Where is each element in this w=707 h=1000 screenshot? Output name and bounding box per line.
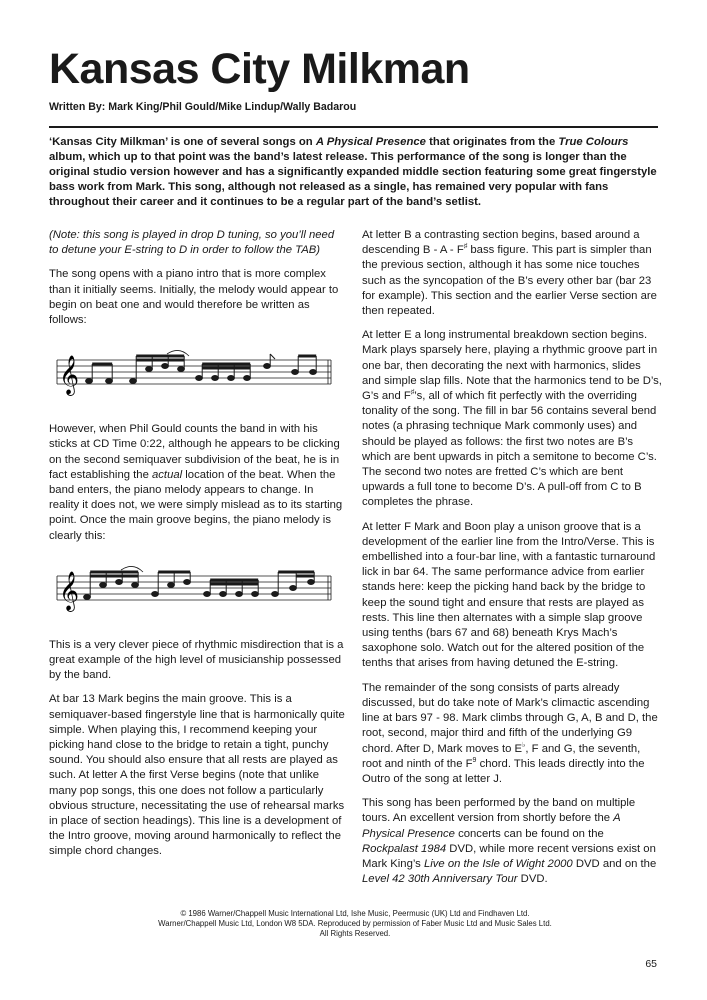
- paragraph: This is a very clever piece of rhythmic misdirection that is a great example of the high level of musicianship possessed by the band.: [49, 638, 344, 682]
- left-column: [49, 228, 345, 869]
- paragraph: This song has been performed by the band on multiple tours. An excellent version from shortly before the A Physical Presence concerts can be found on the Rockpalast 1984 DVD, while more recent versions exist on Mark King’s Live on the Isle of Wight 2000 DVD and on the Level 42 30th Anniversary Tour DVD.: [362, 797, 657, 886]
- writers-credit: Written By: Mark King/Phil Gould/Mike Lindup/Wally Badarou: [49, 101, 357, 113]
- paragraph: At letter B a contrasting section begins, based around a descending B - A - F♯ bass figure. This part is simpler than the previous section, although it has some nice touches such as the syncopation of the B’s every other bar (bar 23 for example). This section and the earlier Verse section are then repeated.: [362, 229, 657, 318]
- treble-clef-icon: 𝄞: [59, 570, 80, 611]
- paragraph: At bar 13 Mark begins the main groove. This is a semiquaver-based fingerstyle line that is harmonically quite simple. When playing this, I recommend keeping your picking hand close to the bridge to retain a tight, punchy sound. You should also ensure that all rests are played as such. At letter A the first Verse begins (note that unlike many pop songs, this one does not follow a particularly obvious structure, necessitating the use of rehearsal marks in place of section headings). This line is a development of the Intro groove, moving around harmonically to reflect the simple chord changes.: [49, 693, 345, 858]
- tuning-note: (Note: this song is played in drop D tuning, so you’ll need to detune your E-string to D in order to follow the TAB): [49, 229, 335, 257]
- intro-paragraph: ‘Kansas City Milkman’ is one of several songs on A Physical Presence that originates from the True Colours album, which up to that point was the band’s latest release. This performance of the song is longer than the original studio version however and has a significantly expanded middle section featuring some great fingerstyle bass work from Mark. This song, although not released as a single, has remained very popular with fans throughout their career and it continues to be a regular part of the band’s setlist.: [49, 136, 657, 208]
- paragraph: The remainder of the song consists of parts already discussed, but do take note of Mark’s climactic ascending line at bars 97 - 98. Mark climbs through G, A, B and D, the root, second, major third and fifth of the underlying G9 chord. After D, Mark moves to E♭, F and G, the seventh, root and ninth of the $F^9$ chord. This leads directly into the Outro of the song at letter J.: [362, 681, 658, 785]
- music-notation-1: [49, 342, 339, 402]
- paragraph: However, when Phil Gould counts the band in with his sticks at CD Time 0:22, although he appears to be clicking on the second semiquaver subdivision of the beat, he is in fact establishing the actual location of the beat. When the band enters, the piano melody appears to change. In reality it does not, we were simply mislead as to its starting point. Once the main groove begins, the piano melody is clearly this:: [49, 423, 343, 542]
- music-notation-2: [49, 558, 339, 618]
- paragraph: At letter F Mark and Boon play a unison groove that is a development of the earlier line from the Intro/Verse. This is embellished into a four-bar line, with a fantastic turnaround lick in bar 64. The same performance advice from earlier stands here: keep the picking hand back by the bridge to keep the sound tight and ensure that rests are played as rests. This line then alternates with a simple slap groove using tenths (bars 67 and 68) beneath Krys Mach’s saxophone solo. Watch out for the altered position of the tenths that arises from having detuned the E-string.: [362, 520, 656, 670]
- copyright-footer: © 1986 Warner/Chappell Music International Ltd, Ishe Music, Peermusic (UK) Ltd and Findhaven Ltd. Warner/Chappell Music Ltd, London W8 5DA. Reproduced by permission of Faber Music Ltd and Music Sales Ltd. All Rights Reserved.: [158, 909, 552, 938]
- treble-clef-icon: 𝄞: [59, 355, 80, 396]
- right-column: [362, 228, 662, 896]
- paragraph: At letter E a long instrumental breakdown section begins. Mark plays sparsely here, playing a rhythmic groove part in one bar, then decorating the next with harmonics, slides and simple slap fills. Note that the harmonics tend to be D’s, G’s and F♯’s, all of which fit perfectly with the overriding tonality of the song. The fill in bar 56 contains several bend notes (a phrasing technique Mark commonly uses) and should be played as follows: the first two notes are B’s which are bent upwards in pitch a semitone to become C’s. The second two notes are fretted C’s which are bent upwards a full tone to become D’s. A pull-off from C to B completes the phrase.: [362, 329, 662, 509]
- page-number: 65: [645, 958, 657, 970]
- header-rule: [49, 126, 658, 128]
- paragraph: The song opens with a piano intro that is more complex than it initially seems. Initially, the melody would appear to begin on beat one and would therefore be written as follows:: [49, 268, 339, 327]
- page-title: Kansas City Milkman: [49, 45, 470, 93]
